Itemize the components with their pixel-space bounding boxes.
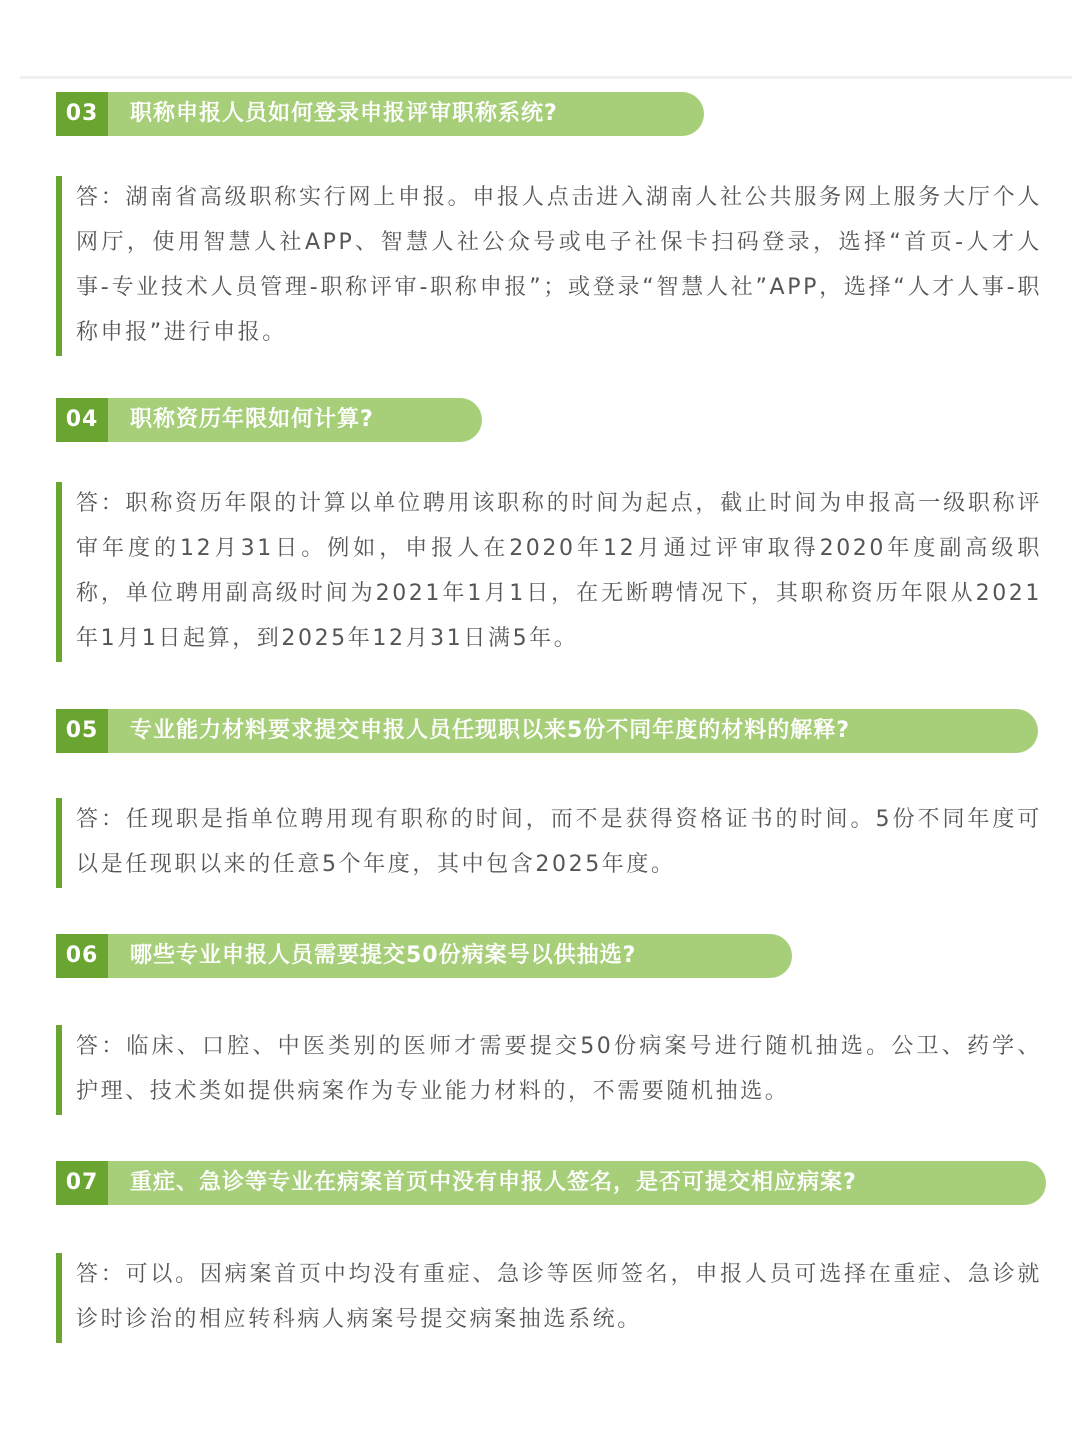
section-title: 哪些专业申报人员需要提交50份病案号以供抽选?	[108, 934, 792, 978]
top-divider	[20, 76, 1072, 79]
section-number-badge: 04	[56, 398, 108, 442]
answer-text: 答：临床、口腔、中医类别的医师才需要提交50份病案号进行随机抽选。公卫、药学、护理、技术类如提供病案作为专业能力材料的，不需要随机抽选。	[76, 1034, 1042, 1104]
section-title: 职称申报人员如何登录申报评审职称系统?	[108, 92, 704, 136]
answer-accent-bar	[56, 1025, 62, 1115]
answer-block-03	[56, 176, 1042, 356]
answer-text: 答：职称资历年限的计算以单位聘用该职称的时间为起点，截止时间为申报高一级职称评审年度的12月31日。例如，申报人在2020年12月通过评审取得2020年度副高级职称，单位聘用副高级时间为2021年1月1日，在无断聘情况下，其职称资历年限从2021年1月1日起算，到2025年12月31日满5年。	[76, 491, 1042, 651]
section-number-badge: 03	[56, 92, 108, 136]
section-title: 重症、急诊等专业在病案首页中没有申报人签名，是否可提交相应病案?	[108, 1161, 1046, 1205]
section-title: 专业能力材料要求提交申报人员任现职以来5份不同年度的材料的解释?	[108, 709, 1038, 753]
answer-accent-bar	[56, 176, 62, 356]
answer-text: 答：可以。因病案首页中均没有重症、急诊等医师签名，申报人员可选择在重症、急诊就诊时诊治的相应转科病人病案号提交病案抽选系统。	[76, 1262, 1042, 1332]
answer-block-07	[56, 1253, 1042, 1343]
section-number-badge: 06	[56, 934, 108, 978]
answer-accent-bar	[56, 798, 62, 888]
section-title: 职称资历年限如何计算?	[108, 398, 482, 442]
section-number-badge: 07	[56, 1161, 108, 1205]
answer-block-04	[56, 482, 1042, 662]
answer-text: 答：湖南省高级职称实行网上申报。申报人点击进入湖南人社公共服务网上服务大厅个人网厅，使用智慧人社APP、智慧人社公众号或电子社保卡扫码登录，选择“首页-人才人事-专业技术人员管理-职称评审-职称申报”；或登录“智慧人社”APP，选择“人才人事-职称申报”进行申报。	[76, 185, 1042, 345]
answer-accent-bar	[56, 1253, 62, 1343]
answer-block-06	[56, 1025, 1042, 1115]
answer-block-05	[56, 798, 1042, 888]
answer-accent-bar	[56, 482, 62, 662]
answer-text: 答：任现职是指单位聘用现有职称的时间，而不是获得资格证书的时间。5份不同年度可以是任现职以来的任意5个年度，其中包含2025年度。	[76, 807, 1042, 877]
section-number-badge: 05	[56, 709, 108, 753]
